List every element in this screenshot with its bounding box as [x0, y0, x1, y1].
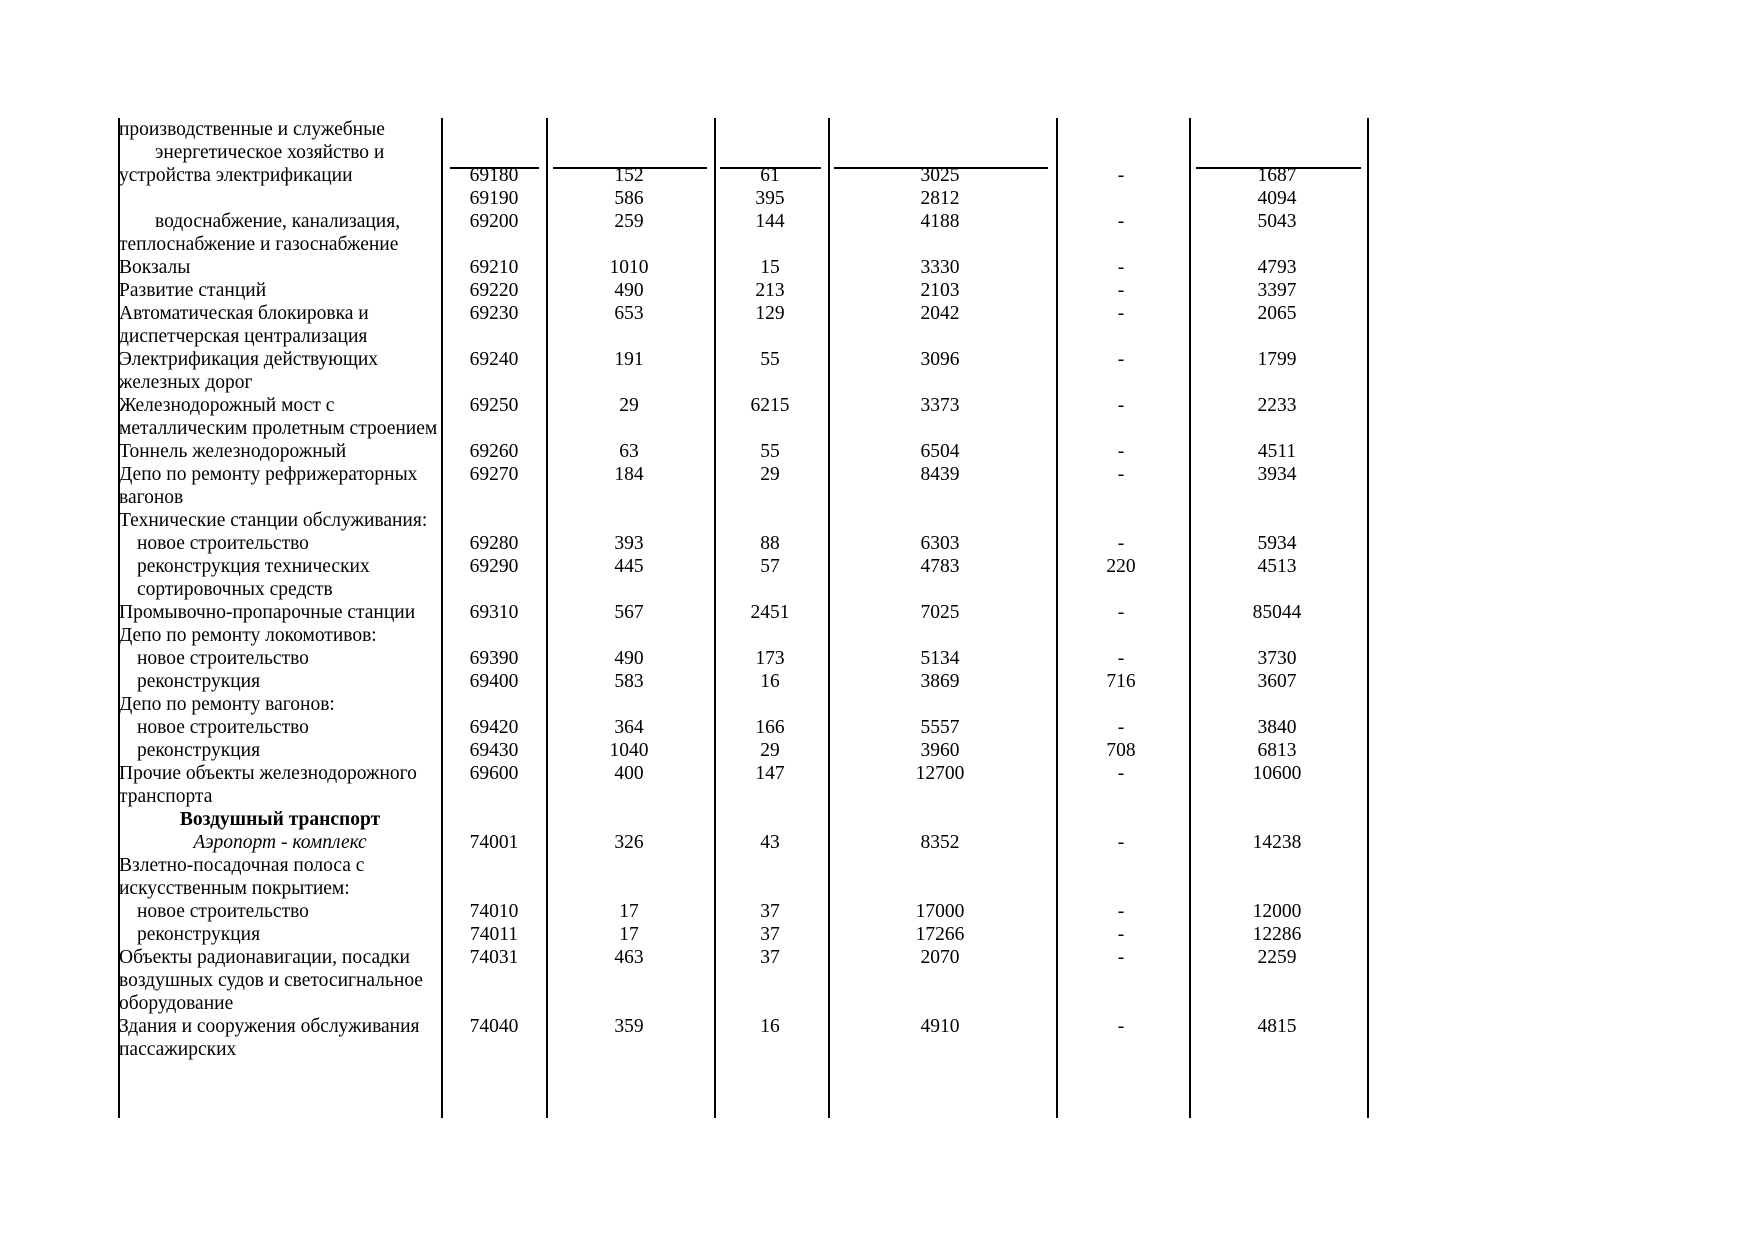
table-row [119, 348, 1369, 394]
row-label: энергетическое хозяйство и устройства электрификации [119, 142, 385, 186]
code-cell: 74040 [469, 1016, 519, 1037]
value-cell: 716 [1106, 671, 1136, 692]
table-row [119, 187, 1369, 210]
table-row [119, 141, 1369, 187]
value-cell: 4793 [1257, 257, 1297, 278]
value-cell: 2451 [750, 602, 790, 623]
value-cell: 129 [755, 303, 785, 324]
row-label [119, 187, 441, 210]
value-cell: 17 [619, 901, 639, 922]
table-row [119, 1015, 1369, 1061]
value-cell: 1010 [609, 257, 649, 278]
value-cell: 85044 [1252, 602, 1302, 623]
value-cell: - [1117, 441, 1125, 462]
table-row [119, 210, 1369, 256]
table-row [119, 923, 1369, 946]
value-cell: 5134 [920, 648, 960, 669]
value-cell: 4188 [920, 211, 960, 232]
value-cell: - [1117, 395, 1125, 416]
value-cell: 445 [614, 556, 644, 577]
value-cell: 6303 [920, 533, 960, 554]
value-cell: 16 [760, 1016, 780, 1037]
row-label: водоснабжение, канализация, теплоснабжение и газоснабжение [119, 211, 401, 255]
value-cell: 10600 [1252, 763, 1302, 784]
code-cell: 69210 [469, 257, 519, 278]
row-label: Железнодорожный мост с металлическим пролетным строением [119, 395, 438, 439]
value-cell: 490 [614, 280, 644, 301]
value-cell: 1687 [1257, 165, 1297, 186]
table-row [119, 256, 1369, 279]
code-cell: 69390 [469, 648, 519, 669]
value-cell: - [1117, 165, 1125, 186]
value-cell: 184 [614, 464, 644, 485]
value-cell: - [1117, 901, 1125, 922]
value-cell: - [1117, 763, 1125, 784]
value-cell: 166 [755, 717, 785, 738]
table-row [119, 302, 1369, 348]
row-label: Автоматическая блокировка и диспетчерская централизация [119, 303, 369, 347]
table-row [119, 647, 1369, 670]
value-cell: 173 [755, 648, 785, 669]
table-row [119, 509, 1369, 532]
table-row [119, 532, 1369, 555]
code-cell: 69400 [469, 671, 519, 692]
value-cell: 55 [760, 349, 780, 370]
row-label: Депо по ремонту вагонов: [119, 694, 335, 715]
value-cell: 586 [614, 188, 644, 209]
row-label: производственные и служебные [119, 119, 385, 140]
value-cell: 3025 [920, 165, 960, 186]
value-cell: 152 [614, 165, 644, 186]
value-cell: 4513 [1257, 556, 1297, 577]
row-label: Развитие станций [119, 280, 267, 301]
value-cell: 6504 [920, 441, 960, 462]
value-cell: 2070 [920, 947, 960, 968]
row-label: Вокзалы [119, 257, 191, 278]
value-cell: - [1117, 303, 1125, 324]
value-cell: 583 [614, 671, 644, 692]
row-label: реконструкция [137, 740, 261, 761]
value-cell: 12286 [1252, 924, 1302, 945]
value-cell: 43 [760, 832, 780, 853]
value-cell: 17266 [915, 924, 965, 945]
value-cell: - [1117, 280, 1125, 301]
code-cell: 69310 [469, 602, 519, 623]
value-cell: 61 [760, 165, 780, 186]
table-row [119, 946, 1369, 1015]
row-label: Технические станции обслуживания: [119, 510, 428, 531]
value-cell: - [1117, 832, 1125, 853]
code-cell: 69280 [469, 533, 519, 554]
value-cell: 5557 [920, 717, 960, 738]
value-cell: 4511 [1257, 441, 1297, 462]
value-cell: 8439 [920, 464, 960, 485]
value-cell: 16 [760, 671, 780, 692]
table-row [119, 831, 1369, 854]
value-cell: 364 [614, 717, 644, 738]
row-label: Тоннель железнодорожный [119, 441, 347, 462]
row-label: новое строительство [137, 533, 309, 554]
value-cell: 29 [760, 464, 780, 485]
row-label: Аэропорт - комплекс [193, 832, 367, 853]
code-cell: 69600 [469, 763, 519, 784]
value-cell: 3840 [1257, 717, 1297, 738]
table-row [119, 716, 1369, 739]
value-cell: 63 [619, 441, 639, 462]
value-cell: 2259 [1257, 947, 1297, 968]
table-row [119, 670, 1369, 693]
table-row [119, 118, 1369, 141]
code-cell: 74010 [469, 901, 519, 922]
value-cell: 3096 [920, 349, 960, 370]
code-cell: 69270 [469, 464, 519, 485]
table-row [119, 854, 1369, 900]
value-cell: 6813 [1257, 740, 1297, 761]
value-cell: 326 [614, 832, 644, 853]
table-row [119, 900, 1369, 923]
code-cell: 69200 [469, 211, 519, 232]
value-cell: 7025 [920, 602, 960, 623]
table-row [119, 739, 1369, 762]
value-cell: 3330 [920, 257, 960, 278]
value-cell: 29 [619, 395, 639, 416]
value-cell: 4910 [920, 1016, 960, 1037]
value-cell: 144 [755, 211, 785, 232]
code-cell: 69240 [469, 349, 519, 370]
table-row [119, 762, 1369, 808]
table-row [119, 463, 1369, 509]
value-cell: 5043 [1257, 211, 1297, 232]
value-cell: 395 [755, 188, 785, 209]
code-cell: 69290 [469, 556, 519, 577]
value-cell: 88 [760, 533, 780, 554]
value-cell: 15 [760, 257, 780, 278]
table-row [119, 440, 1369, 463]
value-cell: 55 [760, 441, 780, 462]
value-cell: - [1117, 924, 1125, 945]
code-cell: 69420 [469, 717, 519, 738]
value-cell: - [1117, 717, 1125, 738]
value-cell: 3373 [920, 395, 960, 416]
code-cell: 69430 [469, 740, 519, 761]
value-cell: 17000 [915, 901, 965, 922]
value-cell: 359 [614, 1016, 644, 1037]
value-cell: 3607 [1257, 671, 1297, 692]
value-cell: 2233 [1257, 395, 1297, 416]
row-label: Депо по ремонту рефрижераторных вагонов [119, 464, 418, 508]
table-row [119, 279, 1369, 302]
table-row [119, 693, 1369, 716]
code-cell: 69230 [469, 303, 519, 324]
code-cell: 69180 [469, 165, 519, 186]
row-label: Здания и сооружения обслуживания пассажирских [119, 1016, 420, 1060]
value-cell: 4783 [920, 556, 960, 577]
row-label: реконструкция технических сортировочных средств [137, 556, 370, 600]
row-label: Электрификация действующих железных дорог [119, 349, 379, 393]
row-label: новое строительство [137, 717, 309, 738]
row-label: реконструкция [137, 671, 261, 692]
value-cell: 1799 [1257, 349, 1297, 370]
value-cell: 3934 [1257, 464, 1297, 485]
value-cell: 5934 [1257, 533, 1297, 554]
value-cell: - [1117, 947, 1125, 968]
value-cell: 12000 [1252, 901, 1302, 922]
value-cell: - [1117, 257, 1125, 278]
value-cell: - [1117, 533, 1125, 554]
value-cell: - [1117, 1016, 1125, 1037]
value-cell: 213 [755, 280, 785, 301]
row-label: Объекты радионавигации, посадки воздушных судов и светосигнальное оборудование [119, 947, 423, 1014]
table-row [119, 555, 1369, 601]
row-label: Промывочно-пропарочные станции [119, 602, 416, 623]
row-label: реконструкция [137, 924, 261, 945]
row-label: Воздушный транспорт [179, 809, 381, 830]
table-row [119, 601, 1369, 624]
value-cell: 653 [614, 303, 644, 324]
code-cell: 74031 [469, 947, 519, 968]
value-cell: 17 [619, 924, 639, 945]
row-label: новое строительство [137, 648, 309, 669]
table-row [119, 624, 1369, 647]
code-cell: 69260 [469, 441, 519, 462]
table-row [119, 808, 1369, 831]
row-label: Прочие объекты железнодорожного транспорта [119, 763, 417, 807]
value-cell: 3397 [1257, 280, 1297, 301]
value-cell: 3730 [1257, 648, 1297, 669]
value-cell: 57 [760, 556, 780, 577]
code-cell: 74001 [469, 832, 519, 853]
code-cell: 69220 [469, 280, 519, 301]
value-cell: - [1117, 648, 1125, 669]
value-cell: 2812 [920, 188, 960, 209]
data-table [119, 118, 1369, 1061]
value-cell: 463 [614, 947, 644, 968]
row-label: Депо по ремонту локомотивов: [119, 625, 377, 646]
value-cell: - [1117, 349, 1125, 370]
value-cell: 400 [614, 763, 644, 784]
value-cell: 37 [760, 924, 780, 945]
value-cell: 14238 [1252, 832, 1302, 853]
value-cell: 393 [614, 533, 644, 554]
value-cell: 8352 [920, 832, 960, 853]
value-cell: - [1117, 602, 1125, 623]
value-cell: 567 [614, 602, 644, 623]
value-cell: 191 [614, 349, 644, 370]
value-cell: 4815 [1257, 1016, 1297, 1037]
value-cell: 37 [760, 947, 780, 968]
value-cell: 147 [755, 763, 785, 784]
table-row [119, 394, 1369, 440]
value-cell: 3869 [920, 671, 960, 692]
value-cell: 3960 [920, 740, 960, 761]
row-label: Взлетно-посадочная полоса с искусственным покрытием: [119, 855, 365, 899]
code-cell: 69190 [469, 188, 519, 209]
value-cell: 1040 [609, 740, 649, 761]
value-cell: 2103 [920, 280, 960, 301]
value-cell: 2042 [920, 303, 960, 324]
value-cell: 259 [614, 211, 644, 232]
value-cell: 37 [760, 901, 780, 922]
value-cell: 2065 [1257, 303, 1297, 324]
row-label: новое строительство [137, 901, 309, 922]
value-cell: 4094 [1257, 188, 1297, 209]
value-cell: 6215 [750, 395, 790, 416]
value-cell: 708 [1106, 740, 1136, 761]
code-cell: 69250 [469, 395, 519, 416]
value-cell: 12700 [915, 763, 965, 784]
value-cell: 29 [760, 740, 780, 761]
value-cell: - [1117, 464, 1125, 485]
code-cell: 74011 [469, 924, 519, 945]
value-cell: - [1117, 211, 1125, 232]
value-cell: 490 [614, 648, 644, 669]
value-cell: 220 [1106, 556, 1136, 577]
